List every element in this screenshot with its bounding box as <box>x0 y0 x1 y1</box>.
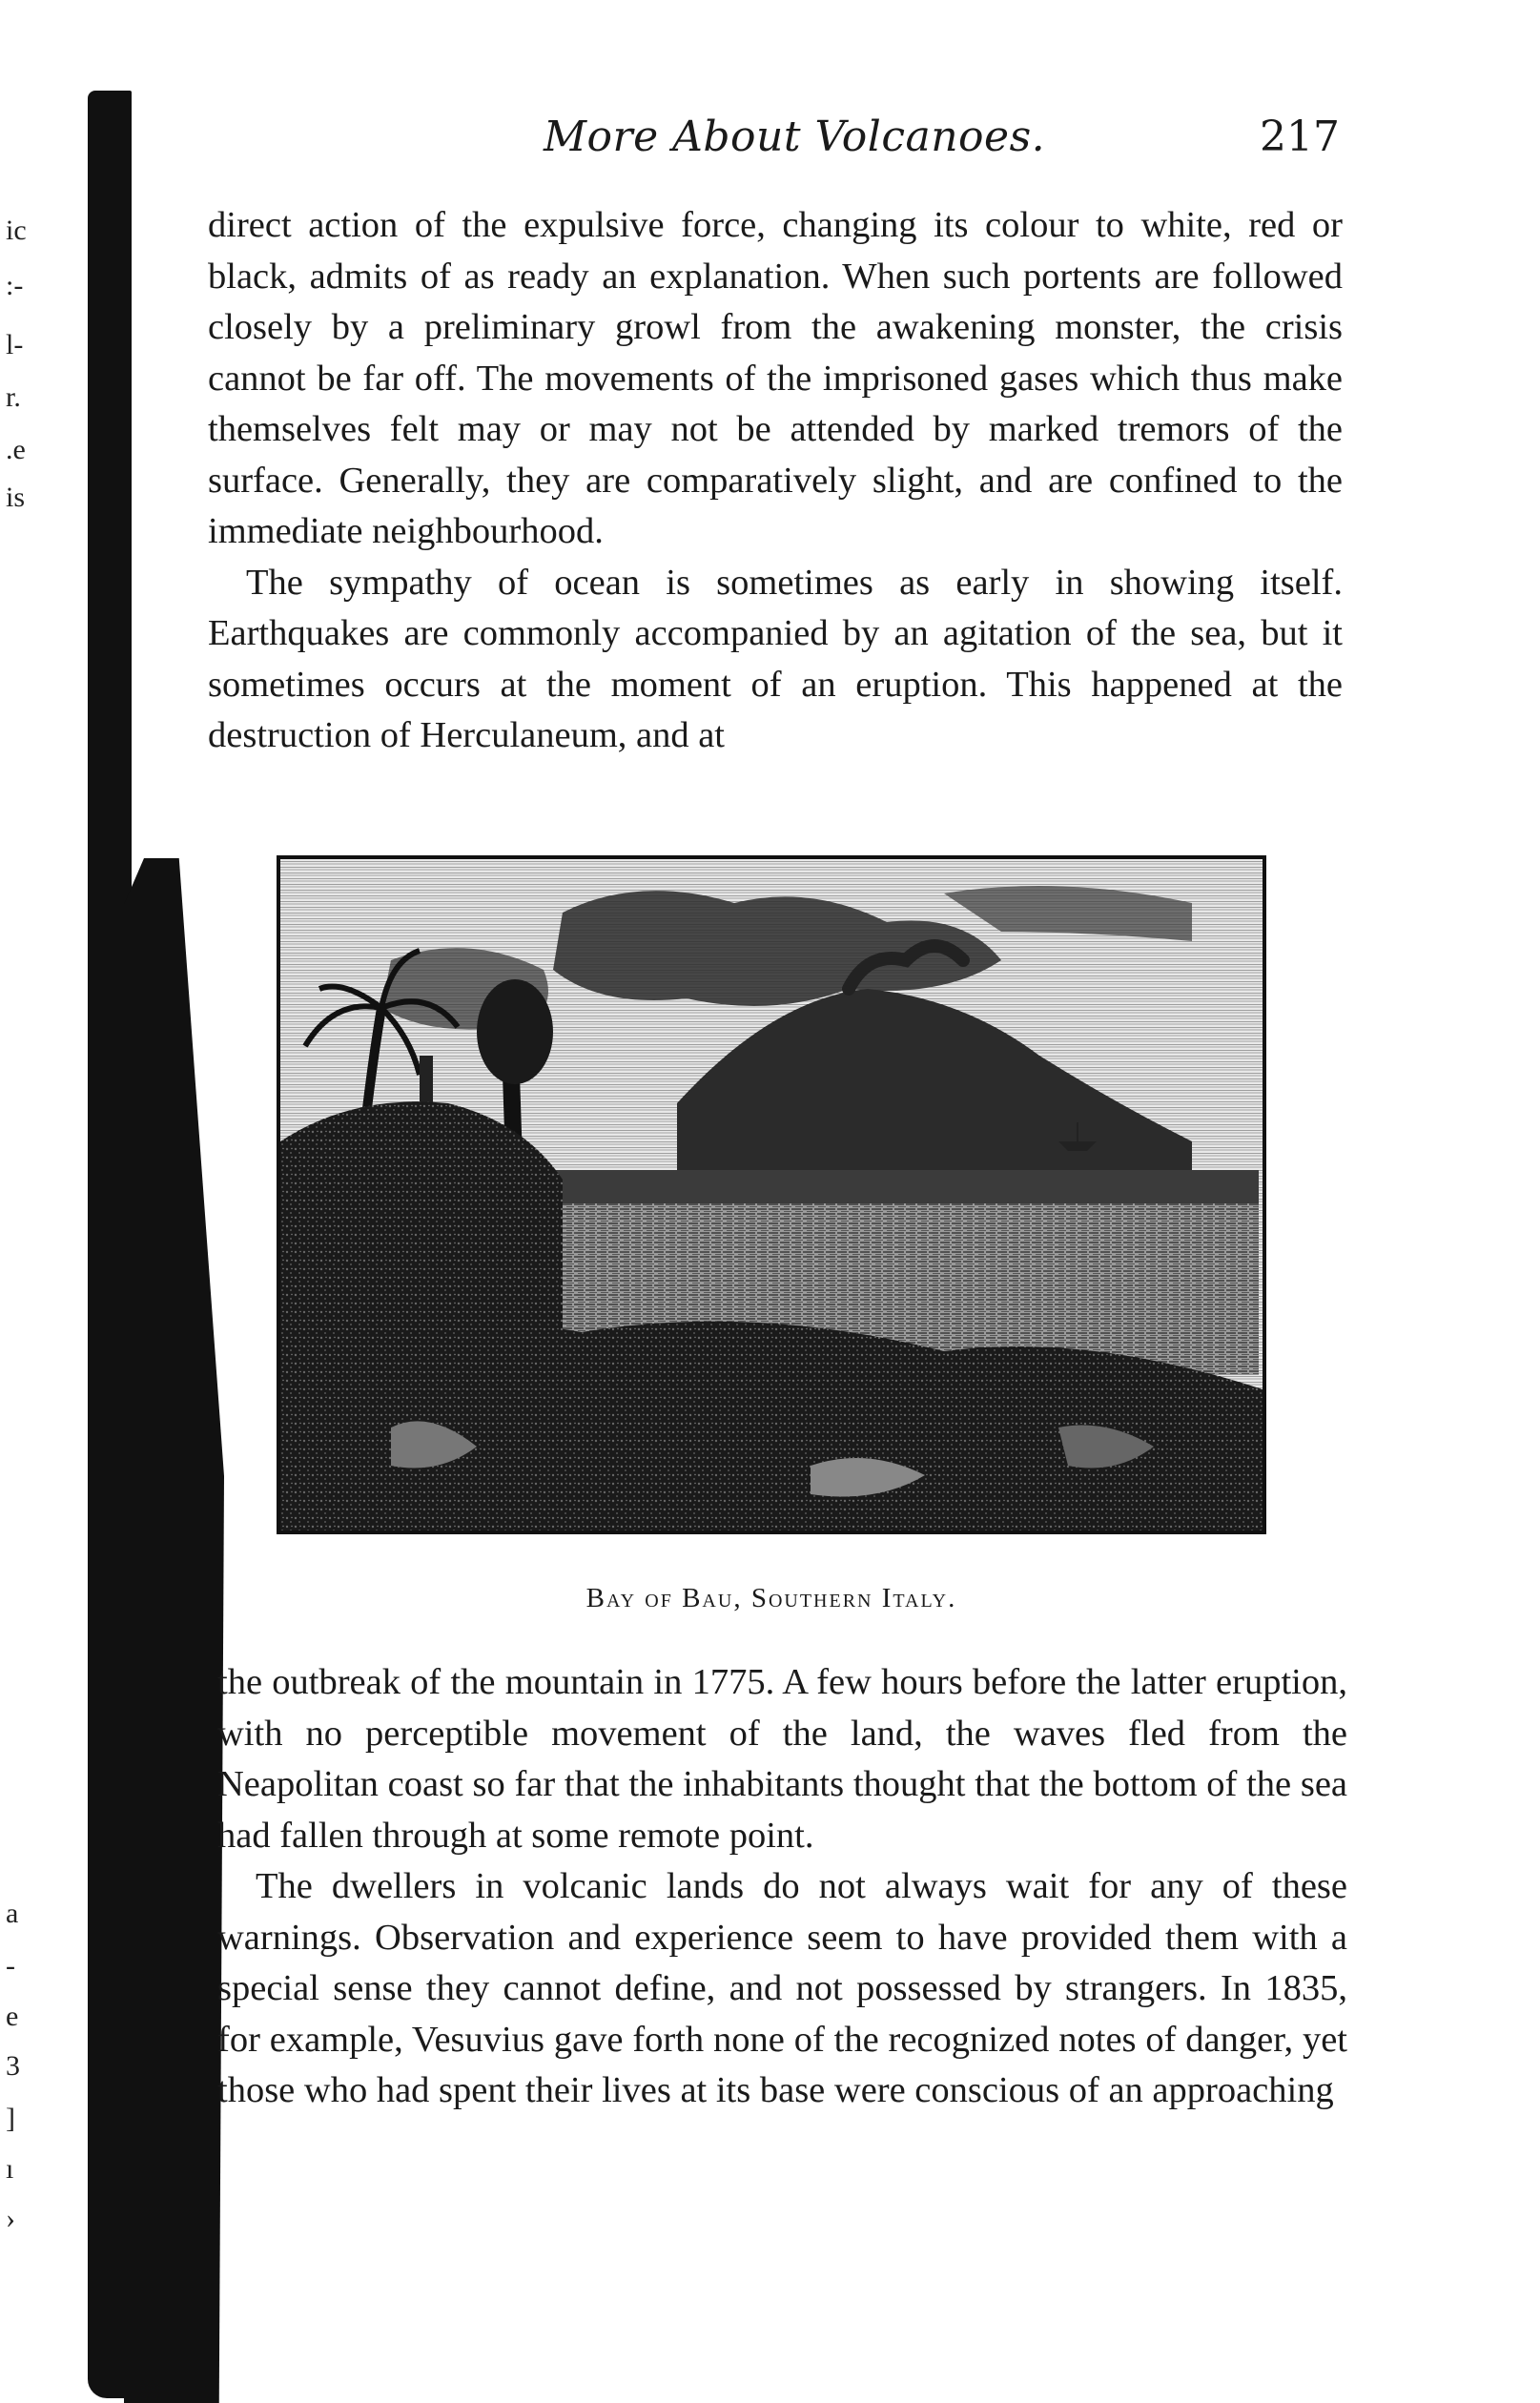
paragraph: The dwellers in volcanic lands do not always wait for any of these warnings. Observation and experience seem to have provided them with a special sense they cannot define, and not possessed by strangers. In 1835, for example, Vesuvius gave forth none of the recognized notes of danger, yet those who had spent their lives at its base were conscious of an approaching <box>217 1866 1347 2110</box>
margin-fragment: ic <box>6 215 27 246</box>
body-text-lower <box>217 1657 1347 2117</box>
margin-fragment: .e <box>6 434 26 465</box>
running-head <box>205 113 1340 170</box>
paragraph: The sympathy of ocean is sometimes as early in showing itself. Earthquakes are commonly accompanied by an agitation of the sea, but it sometimes occurs at the moment of an eruption. This happened at the destruction of Herculaneum, and at <box>208 562 1343 755</box>
margin-fragment: is <box>6 482 26 513</box>
margin-fragment: r. <box>6 381 21 413</box>
running-title: More About Volcanoes. <box>544 113 1046 161</box>
margin-fragment: ] <box>6 2103 15 2134</box>
adjacent-page-fragments <box>0 0 88 2395</box>
margin-fragment: 3 <box>6 2050 20 2082</box>
margin-fragment: - <box>6 1950 15 1982</box>
paragraph: direct action of the expulsive force, changing its colour to white, red or black, admits of as ready an explanation. When such portents are followed closely by a preliminary growl from the awakening monster, the crisis cannot be far off. The movements of the imprisoned gases which thus make themselves felt may or may not be attended by marked tremors of the surface. Generally, they are comparatively slight, and are confined to the immediate neighbourhood. <box>208 205 1343 551</box>
margin-fragment: l- <box>6 329 24 360</box>
page-number: 217 <box>1260 113 1340 161</box>
paragraph: the outbreak of the mountain in 1775. A few hours before the latter eruption, with no perceptible movement of the land, the waves fled from the Neapolitan coast so far that the inhabitants thought that the bottom of the sea had fallen through at some remote point. <box>217 1662 1347 1856</box>
margin-fragment: e <box>6 2001 19 2032</box>
margin-fragment: ı <box>6 2153 14 2185</box>
engraving-image <box>277 855 1266 1534</box>
margin-fragment: a <box>6 1898 19 1929</box>
margin-fragment: :- <box>6 270 24 301</box>
margin-fragment: › <box>6 2203 15 2234</box>
figure-caption: Bay of Bau, Southern Italy. <box>585 1583 957 1613</box>
engraving-illustration <box>277 855 1266 1534</box>
body-text-upper <box>208 200 1343 762</box>
binding-shadow-lower <box>124 858 224 2403</box>
